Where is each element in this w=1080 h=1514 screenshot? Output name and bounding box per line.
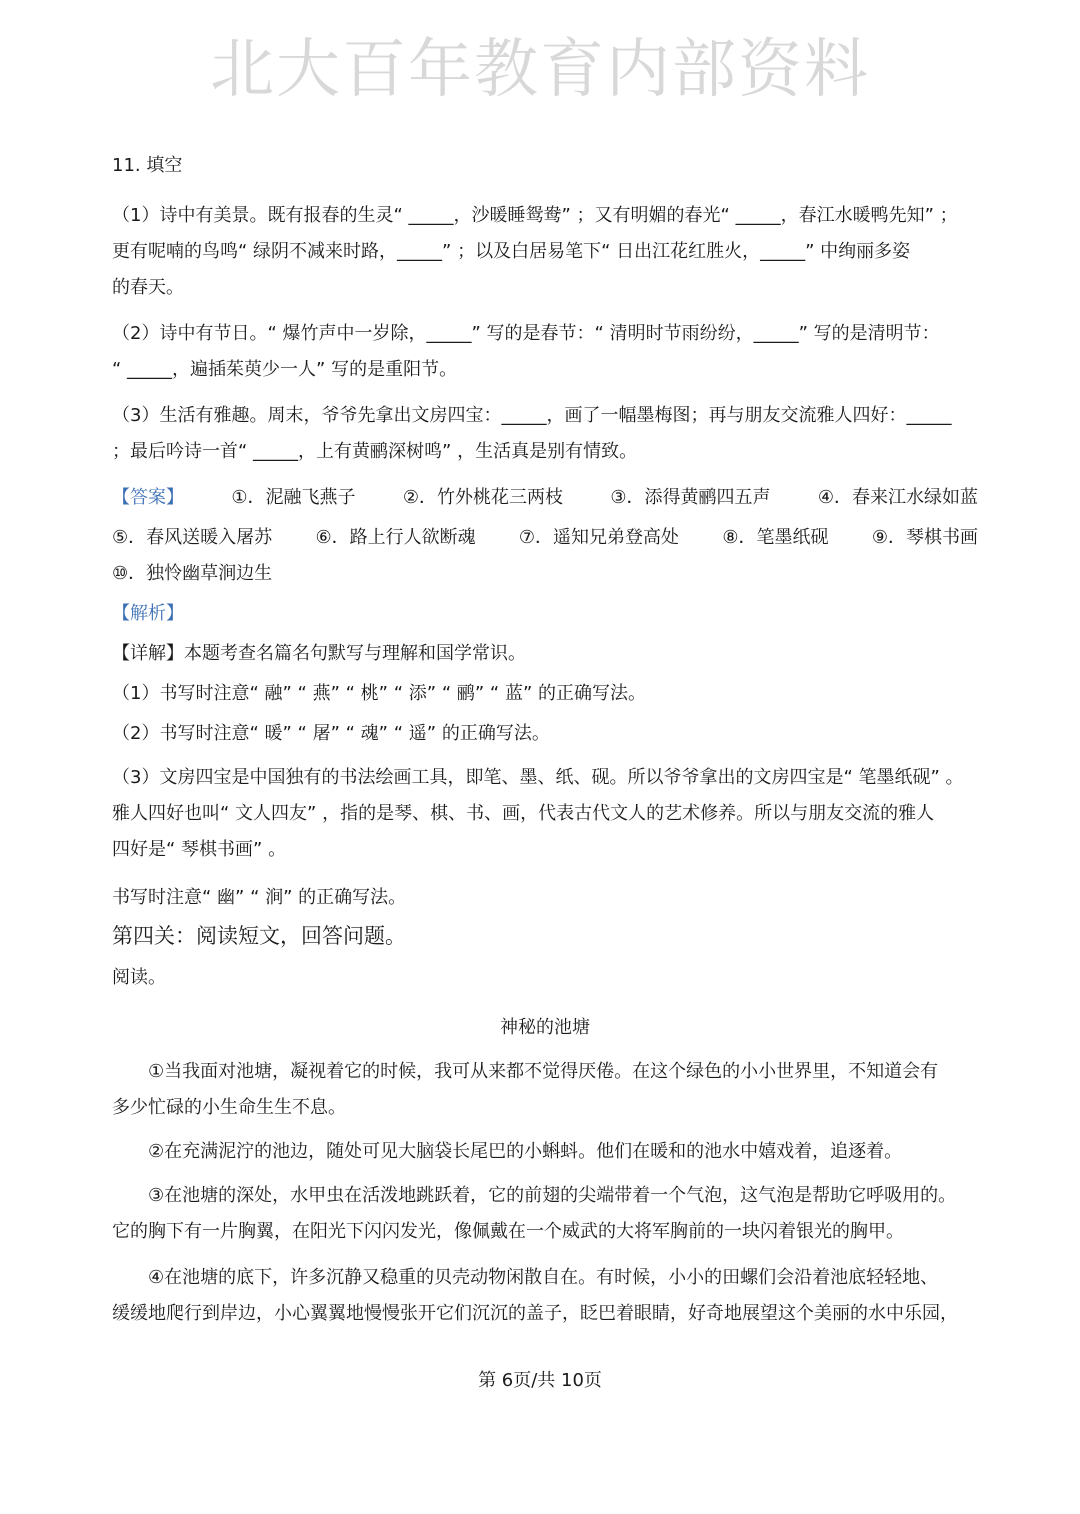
text-line: ③在池塘的深处，水甲虫在活泼地跳跃着，它的前翅的尖端带着一个气泡，这气泡是帮助它呼吸用的。 bbox=[148, 1185, 957, 1206]
question-title: 11. 填空 bbox=[112, 155, 183, 176]
analysis-label: 【解析】 bbox=[112, 603, 184, 624]
answer-item: ⑧．笔墨纸砚 bbox=[722, 527, 829, 548]
question-part-2 bbox=[112, 316, 978, 388]
analysis-point-1: （1）书写时注意“ 融” “ 燕” “ 桃” “ 添” “ 鹂” “ 蓝” 的正确写法。 bbox=[112, 683, 647, 704]
analysis-point-3 bbox=[112, 760, 978, 868]
text-line: ④在池塘的底下，许多沉静又稳重的贝壳动物闲散自在。有时候，小小的田螺们会沿着池底轻轻地、 bbox=[148, 1267, 939, 1288]
text-line: 四好是“ 琴棋书画” 。 bbox=[112, 839, 287, 860]
section-intro: 阅读。 bbox=[112, 967, 166, 988]
text-line: （2）诗中有节日。“ 爆竹声中一岁除，_____” 写的是春节：“ 清明时节雨纷纷，_____” 写的是清明节： bbox=[112, 323, 940, 344]
passage-paragraph-1 bbox=[112, 1054, 978, 1126]
text-line: ；最后吟诗一首“ _____，上有黄鹂深树鸣” ，生活真是别有情致。 bbox=[112, 441, 638, 462]
analysis-point-4: 书写时注意“ 幽” “ 涧” 的正确写法。 bbox=[112, 887, 407, 908]
answer-row-1 bbox=[112, 480, 978, 516]
text-line: 多少忙碌的小生命生生不息。 bbox=[112, 1097, 346, 1118]
answer-item: ②．竹外桃花三两枝 bbox=[402, 487, 563, 508]
answer-label: 【答案】 bbox=[112, 487, 184, 508]
text-line: “ _____，遍插茱萸少一人” 写的是重阳节。 bbox=[112, 359, 458, 380]
text-line: （3）文房四宝是中国独有的书法绘画工具，即笔、墨、纸、砚。所以爷爷拿出的文房四宝是“ 笔墨纸砚” 。 bbox=[112, 767, 964, 788]
answer-item: ⑥．路上行人欲断魂 bbox=[315, 527, 476, 548]
passage-title: 神秘的池塘 bbox=[500, 1017, 590, 1038]
answer-item: ⑦．遥知兄弟登高处 bbox=[518, 527, 680, 548]
answer-item: ①．泥融飞燕子 bbox=[231, 487, 356, 508]
passage-paragraph-4 bbox=[112, 1260, 978, 1332]
answer-item: ④．春来江水绿如蓝 bbox=[817, 487, 978, 508]
text-line: ①当我面对池塘，凝视着它的时候，我可从来都不觉得厌倦。在这个绿色的小小世界里，不知道会有 bbox=[148, 1061, 939, 1082]
text-line: 更有呢喃的鸟鸣“ 绿阴不减来时路，_____” ；以及白居易笔下“ 日出江花红胜火，_____” 中绚丽多姿 bbox=[112, 241, 911, 262]
analysis-detail: 【详解】本题考查名篇名句默写与理解和国学常识。 bbox=[112, 643, 526, 664]
watermark: 北大百年教育内部资料 bbox=[210, 33, 870, 107]
answer-item: ⑤．春风送暖入屠苏 bbox=[112, 527, 273, 548]
answer-block bbox=[112, 480, 978, 592]
text-line: 缓缓地爬行到岸边，小心翼翼地慢慢张开它们沉沉的盖子，眨巴着眼睛，好奇地展望这个美丽的水中乐园， bbox=[112, 1303, 958, 1324]
text-line: 雅人四好也叫“ 文人四友” ，指的是琴、棋、书、画，代表古代文人的艺术修养。所以与朋友交流的雅人 bbox=[112, 803, 935, 824]
page-number: 第 6页/共 10页 bbox=[478, 1370, 602, 1391]
section-heading: 第四关：阅读短文，回答问题。 bbox=[112, 924, 406, 948]
text-line: （3）生活有雅趣。周末，爷爷先拿出文房四宝：_____，画了一幅墨梅图；再与朋友交流雅人四好：_____ bbox=[112, 405, 952, 426]
answer-row-2 bbox=[112, 520, 978, 556]
answer-item: ⑨．琴棋书画 bbox=[871, 527, 978, 548]
question-part-1 bbox=[112, 198, 978, 306]
passage-paragraph-3 bbox=[112, 1178, 978, 1250]
answer-item: ③．添得黄鹂四五声 bbox=[610, 487, 771, 508]
question-part-3 bbox=[112, 398, 978, 470]
analysis-point-2: （2）书写时注意“ 暖” “ 屠” “ 魂” “ 遥” 的正确写法。 bbox=[112, 723, 550, 744]
answer-row-3: ⑩．独怜幽草涧边生 bbox=[112, 563, 273, 584]
text-line: 的春天。 bbox=[112, 277, 184, 298]
passage-paragraph-2: ②在充满泥泞的池边，随处可见大脑袋长尾巴的小蝌蚪。他们在暖和的池水中嬉戏着，追逐着。 bbox=[148, 1141, 903, 1162]
text-line: 它的胸下有一片胸翼，在阳光下闪闪发光，像佩戴在一个威武的大将军胸前的一块闪着银光的胸甲。 bbox=[112, 1221, 904, 1242]
text-line: （1）诗中有美景。既有报春的生灵“ _____，沙暖睡鸳鸯” ；又有明媚的春光“ _____，春江水暖鸭先知” ； bbox=[112, 205, 958, 226]
document-body bbox=[112, 148, 978, 1332]
